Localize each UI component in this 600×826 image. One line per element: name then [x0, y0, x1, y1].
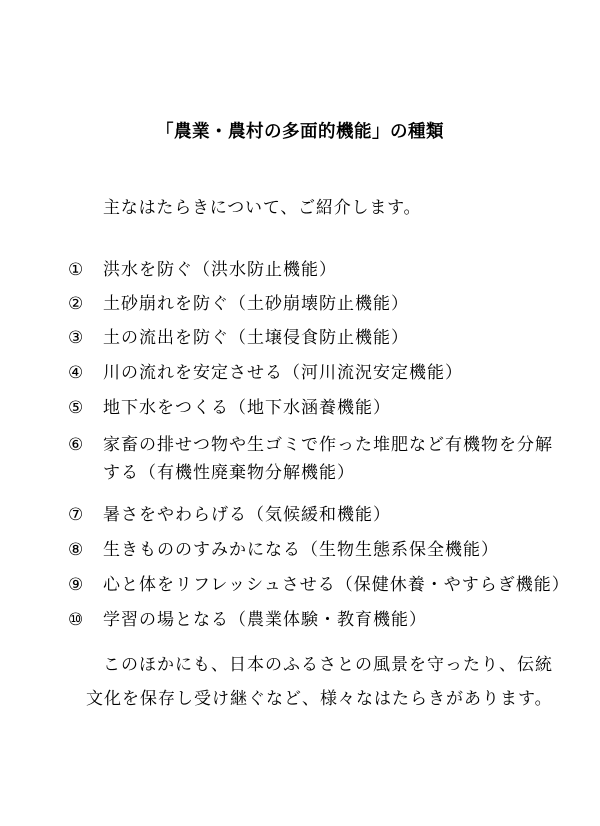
item-text: 生きもののすみかになる（生物生態系保全機能）	[103, 540, 499, 560]
list-item	[0, 388, 600, 418]
list-item	[0, 600, 600, 630]
item-number: ④	[68, 363, 84, 383]
item-number: ①	[68, 260, 84, 280]
item-text: 土砂崩れを防ぐ（土砂崩壊防止機能）	[103, 294, 409, 314]
list-item	[0, 495, 600, 525]
item-text-continuation: する（有機性廃棄物分解機能）	[103, 463, 355, 483]
item-number: ⑤	[68, 398, 84, 418]
item-text: 洪水を防ぐ（洪水防止機能）	[103, 260, 337, 280]
list-item	[0, 425, 600, 455]
list-item	[0, 565, 600, 595]
list-item	[0, 284, 600, 314]
item-text: 家畜の排せつ物や生ゴミで作った堆肥など有機物を分解	[103, 435, 553, 455]
list-item	[0, 530, 600, 560]
item-number: ⑩	[68, 610, 84, 630]
item-text: 地下水をつくる（地下水涵養機能）	[103, 398, 391, 418]
list-item	[0, 318, 600, 348]
item-text: 暑さをやわらげる（気候緩和機能）	[103, 505, 391, 525]
item-number: ⑥	[68, 435, 84, 455]
item-text: 土の流出を防ぐ（土壌侵食防止機能）	[103, 328, 409, 348]
item-text: 学習の場となる（農業体験・教育機能）	[103, 610, 427, 630]
page-title: 「農業・農村の多面的機能」の種類	[156, 122, 444, 142]
item-number: ⑨	[68, 575, 84, 595]
item-number: ②	[68, 294, 84, 314]
item-number: ③	[68, 328, 84, 348]
item-text: 川の流れを安定させる（河川流況安定機能）	[103, 363, 463, 383]
item-number: ⑦	[68, 505, 84, 525]
intro-text: 主なはたらきについて、ご紹介します。	[103, 198, 422, 218]
item-number: ⑧	[68, 540, 84, 560]
list-item	[0, 353, 600, 383]
list-item	[0, 250, 600, 280]
closing-line: 文化を保存し受け継ぐなど、様々なはたらきがあります。	[86, 689, 553, 709]
item-text: 心と体をリフレッシュさせる（保健休養・やすらぎ機能）	[103, 575, 570, 595]
closing-line: このほかにも、日本のふるさとの風景を守ったり、伝統	[103, 655, 553, 675]
closing-paragraph	[86, 648, 556, 716]
